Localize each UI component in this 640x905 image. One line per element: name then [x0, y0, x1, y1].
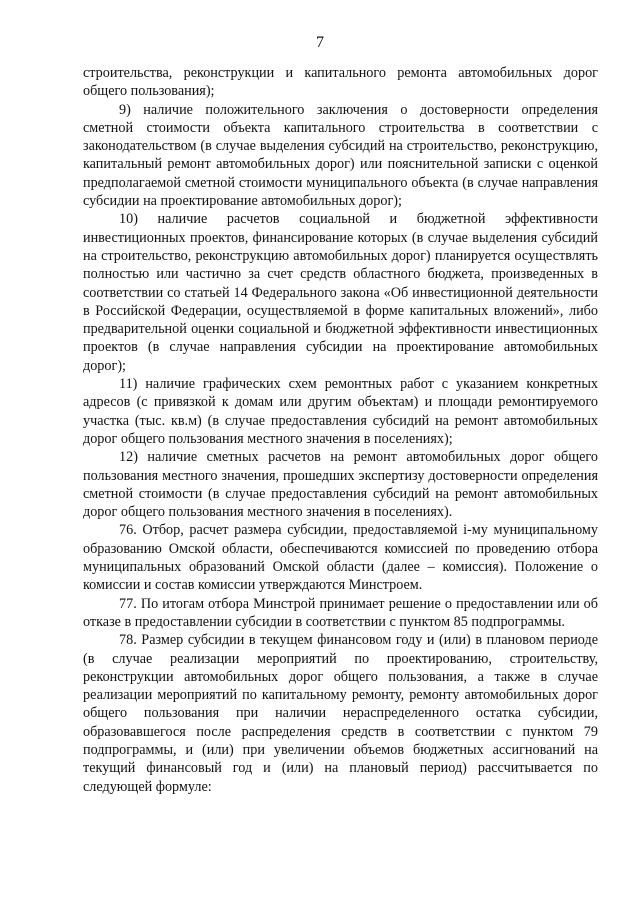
paragraph-77: 77. По итогам отбора Минстрой принимает решение о предоставлении или об отказе в предоставлении субсидии в соответствии с пунктом 85 подпрограммы. — [83, 595, 598, 630]
paragraph-item-11: 11) наличие графических схем ремонтных работ с указанием конкретных адресов (с привязкой к домам или другим объектам) и площади ремонтируемого участка (тыс. кв.м) (в случае предоставления субсидий на ремонт автомобильных дорог общего пользования местного значения в поселениях); — [83, 376, 598, 447]
paragraph-78: 78. Размер субсидии в текущем финансовом году и (или) в плановом периоде (в случае реализации мероприятий по проектированию, строительству, реконструкции автомобильных дорог общего пользования, а также в случае реализации мероприятий по капитальному ремонту, ремонту автомобильных дорог общего пользования при наличии нераспределенного остатка субсидии, образовавшегося после распределения средств в соответствии с пунктом 79 подпрограммы, и (или) при увеличении объемов бюджетных ассигнований на текущий финансовый год и (или) на плановый период) рассчитывается по следующей формуле: — [83, 632, 598, 795]
paragraph-item-9: 9) наличие положительного заключения о достоверности определения сметной стоимости объекта капитального строительства в соответствии с законодательством (в случае выделения субсидий на строительство, реконструкцию, капитальный ремонт автомобильных дорог) или пояснительной записки с оценкой предполагаемой сметной стоимости муниципального объекта (в случае направления субсидии на проектирование автомобильных дорог); — [83, 101, 598, 210]
paragraph-continuation: строительства, реконструкции и капитального ремонта автомобильных дорог общего пользования); — [83, 65, 598, 100]
paragraph-76: 76. Отбор, расчет размера субсидии, предоставляемой i-му муниципальному образованию Омской области, обеспечиваются комиссией по проведению отбора муниципальных образований Омской области (далее – комиссия). Положение о комиссии и состав комиссии утверждаются Минстроем. — [83, 522, 598, 594]
document-body — [83, 64, 598, 796]
paragraph-item-12: 12) наличие сметных расчетов на ремонт автомобильных дорог общего пользования местного значения, прошедших экспертизу достоверности определения сметной стоимости (в случае предоставления субсидий на ремонт автомобильных дорог общего пользования местного значения в поселениях). — [83, 449, 598, 521]
paragraph-item-10: 10) наличие расчетов социальной и бюджетной эффективности инвестиционных проектов, финансирование которых (в случае выделения субсидий на строительство, реконструкцию автомобильных дорог) планируется осуществлять полностью или частично за счет средств областного бюджета, произведенных в соответствии со статьей 14 Федерального закона «Об инвестиционной деятельности в Российской Федерации, осуществляемой в форме капитальных вложений», либо предварительной оценки социальной и бюджетной эффективности инвестиционных проектов (в случае направления субсидии на проектирование автомобильных дорог); — [83, 211, 598, 374]
page-number: 7 — [316, 34, 324, 51]
